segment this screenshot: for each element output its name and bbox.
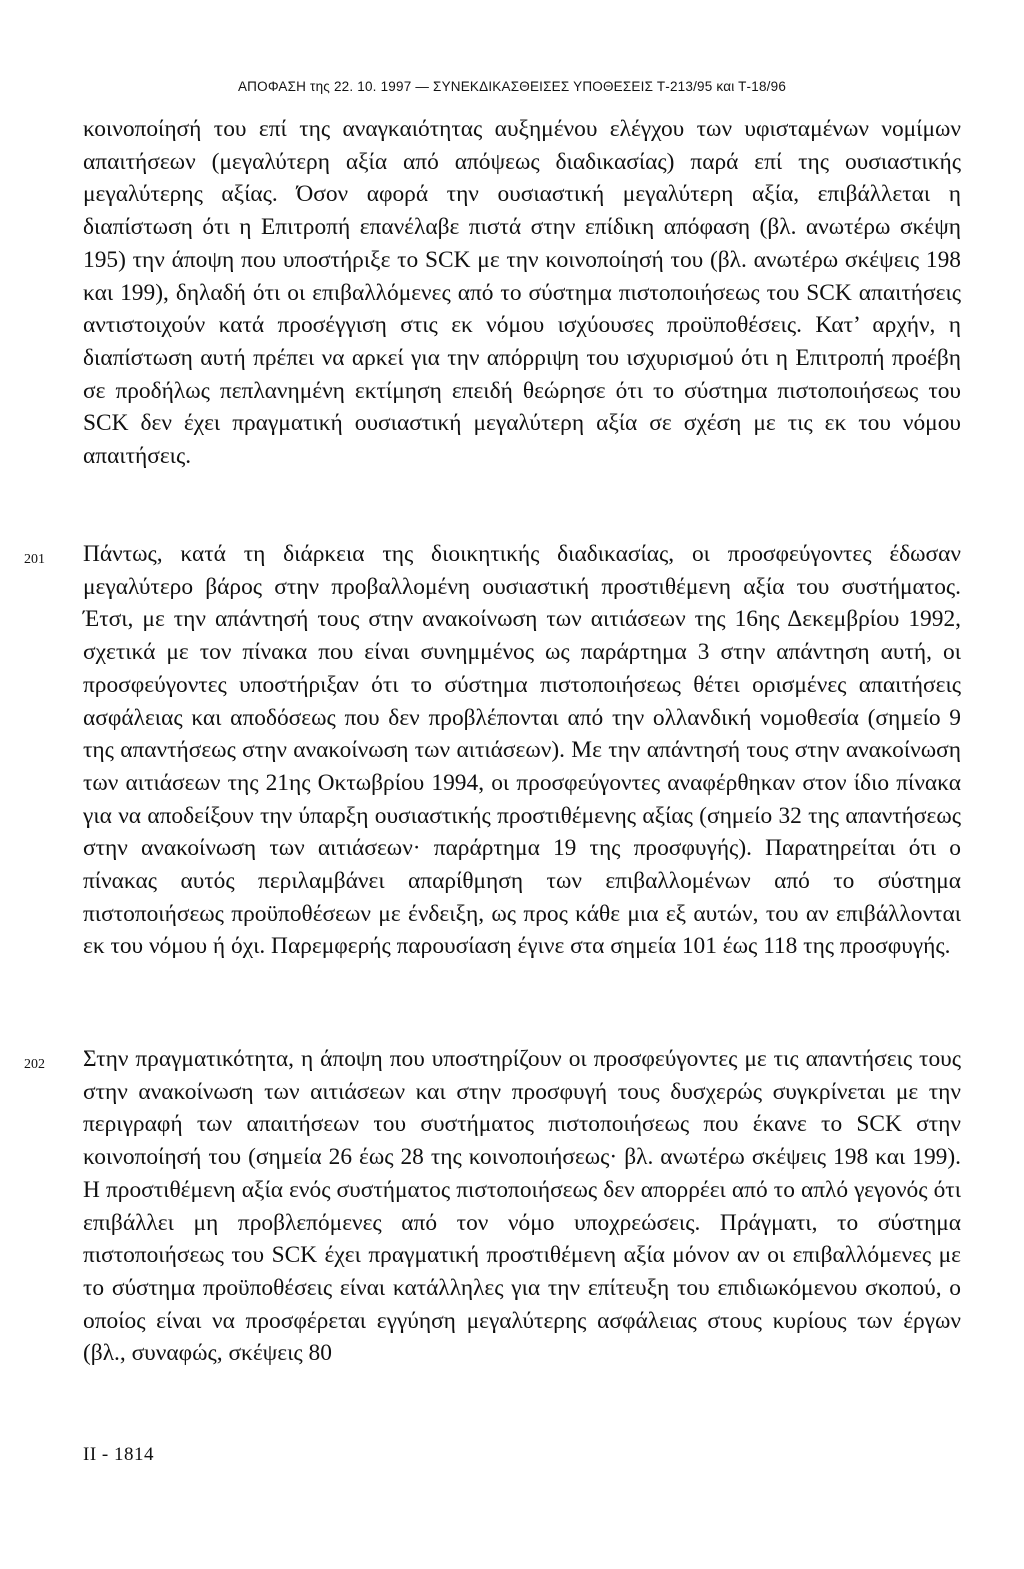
paragraph-number-201: 201 bbox=[24, 552, 45, 567]
paragraph-201: Πάντως, κατά τη διάρκεια της διοικητικής διαδικασίας, οι προσφεύγοντες έδωσαν μεγαλύτερο βάρος στην προβαλλομένη ουσιαστική προστιθέμενη αξία του συστήματος. Έτσι, με την απάντησή τους στην ανακοίνωση των αιτιάσεων της 16ης Δεκεμβρίου 1992, σχετικά με τον πίνακα που είναι συνημμένος ως παράρτημα 3 στην απάντηση αυτή, οι προσφεύγοντες υποστήριξαν ότι το σύστημα πιστοποιήσεως θέτει ορισμένες απαιτήσεις ασφάλειας και αποδόσεως που δεν προβλέπονται από την ολλανδική νομοθεσία (σημείο 9 της απαντήσεως στην ανακοίνωση των αιτιάσεων). Με την απάντησή τους στην ανακοίνωση των αιτιάσεων της 21ης Οκτωβρίου 1994, οι προσφεύγοντες αναφέρθηκαν στον ίδιο πίνακα για να αποδείξουν την ύπαρξη ουσιαστικής προστιθέμενης αξίας (σημείο 32 της απαντήσεως στην ανακοίνωση των αιτιάσεων· παράρτημα 19 της προσφυγής). Παρατηρείται ότι ο πίνακας αυτός περιλαμβάνει απαρίθμηση των επιβαλλομένων από το σύστημα πιστοποιήσεως προϋποθέσεων με ένδειξη, ως προς κάθε μια εξ αυτών, του αν επιβάλλονται εκ του νόμου ή όχι. Παρεμφερής παρουσίαση έγινε στα σημεία 101 έως 118 της προσφυγής. bbox=[83, 541, 961, 960]
paragraph-202: Στην πραγματικότητα, η άποψη που υποστηρίζουν οι προσφεύγοντες με τις απαντήσεις τους στην ανακοίνωση των αιτιάσεων και στην προσφυγή τους δυσχερώς συγκρίνεται με την περιγραφή των απαιτήσεων του συστήματος πιστοποιήσεως που έκανε το SCK στην κοινοποίησή του (σημεία 26 έως 28 της κοινοποιήσεως· βλ. ανωτέρω σκέψεις 198 και 199). Η προστιθέμενη αξία ενός συστήματος πιστοποιήσεως δεν απορρέει από το απλό γεγονός ότι επιβάλλει μη προβλεπόμενες από τον νόμο υποχρεώσεις. Πράγματι, το σύστημα πιστοποιήσεως του SCK έχει πραγματική προστιθέμενη αξία μόνον αν οι επιβαλλόμενες με το σύστημα προϋποθέσεις είναι κατάλληλες για την επίτευξη του επιδιωκόμενου σκοπού, ο οποίος είναι να προσφέρεται εγγύηση μεγαλύτερης ασφάλειας στους κυρίους των έργων (βλ., συναφώς, σκέψεις 80 bbox=[83, 1046, 961, 1367]
running-header: ΑΠΟΦΑΣΗ της 22. 10. 1997 — ΣΥΝΕΚΔΙΚΑΣΘΕΙΣΕΣ ΥΠΟΘΕΣΕΙΣ Τ-213/95 και Τ-18/96 bbox=[237, 79, 787, 94]
page-number: II - 1814 bbox=[83, 1444, 154, 1465]
paragraph-continuation: κοινοποίησή του επί της αναγκαιότητας αυξημένου ελέγχου των υφισταμένων νομίμων απαιτήσεων (μεγαλύτερη αξία από απόψεως διαδικασίας) παρά επί της ουσιαστικής μεγαλύτερης αξίας. Όσον αφορά την ουσιαστική μεγαλύτερη αξία, επιβάλλεται η διαπίστωση ότι η Επιτροπή επανέλαβε πιστά στην επίδικη απόφαση (βλ. ανωτέρω σκέψη 195) την άποψη που υποστήριξε το SCK με την κοινοποίησή του (βλ. ανωτέρω σκέψεις 198 και 199), δηλαδή ότι οι επιβαλλόμενες από το σύστημα πιστοποιήσεως του SCK απαιτήσεις αντιστοιχούν κατά προσέγγιση στις εκ νόμου ισχύουσες προϋποθέσεις. Κατ’ αρχήν, η διαπίστωση αυτή πρέπει να αρκεί για την απόρριψη του ισχυρισμού ότι η Επιτροπή προέβη σε προδήλως πεπλανημένη εκτίμηση επειδή θεώρησε ότι το σύστημα πιστοποιήσεως του SCK δεν έχει πραγματική ουσιαστική μεγαλύτερη αξία σε σχέση με τις εκ του νόμου απαιτήσεις. bbox=[83, 116, 961, 470]
paragraph-number-202: 202 bbox=[24, 1057, 45, 1072]
